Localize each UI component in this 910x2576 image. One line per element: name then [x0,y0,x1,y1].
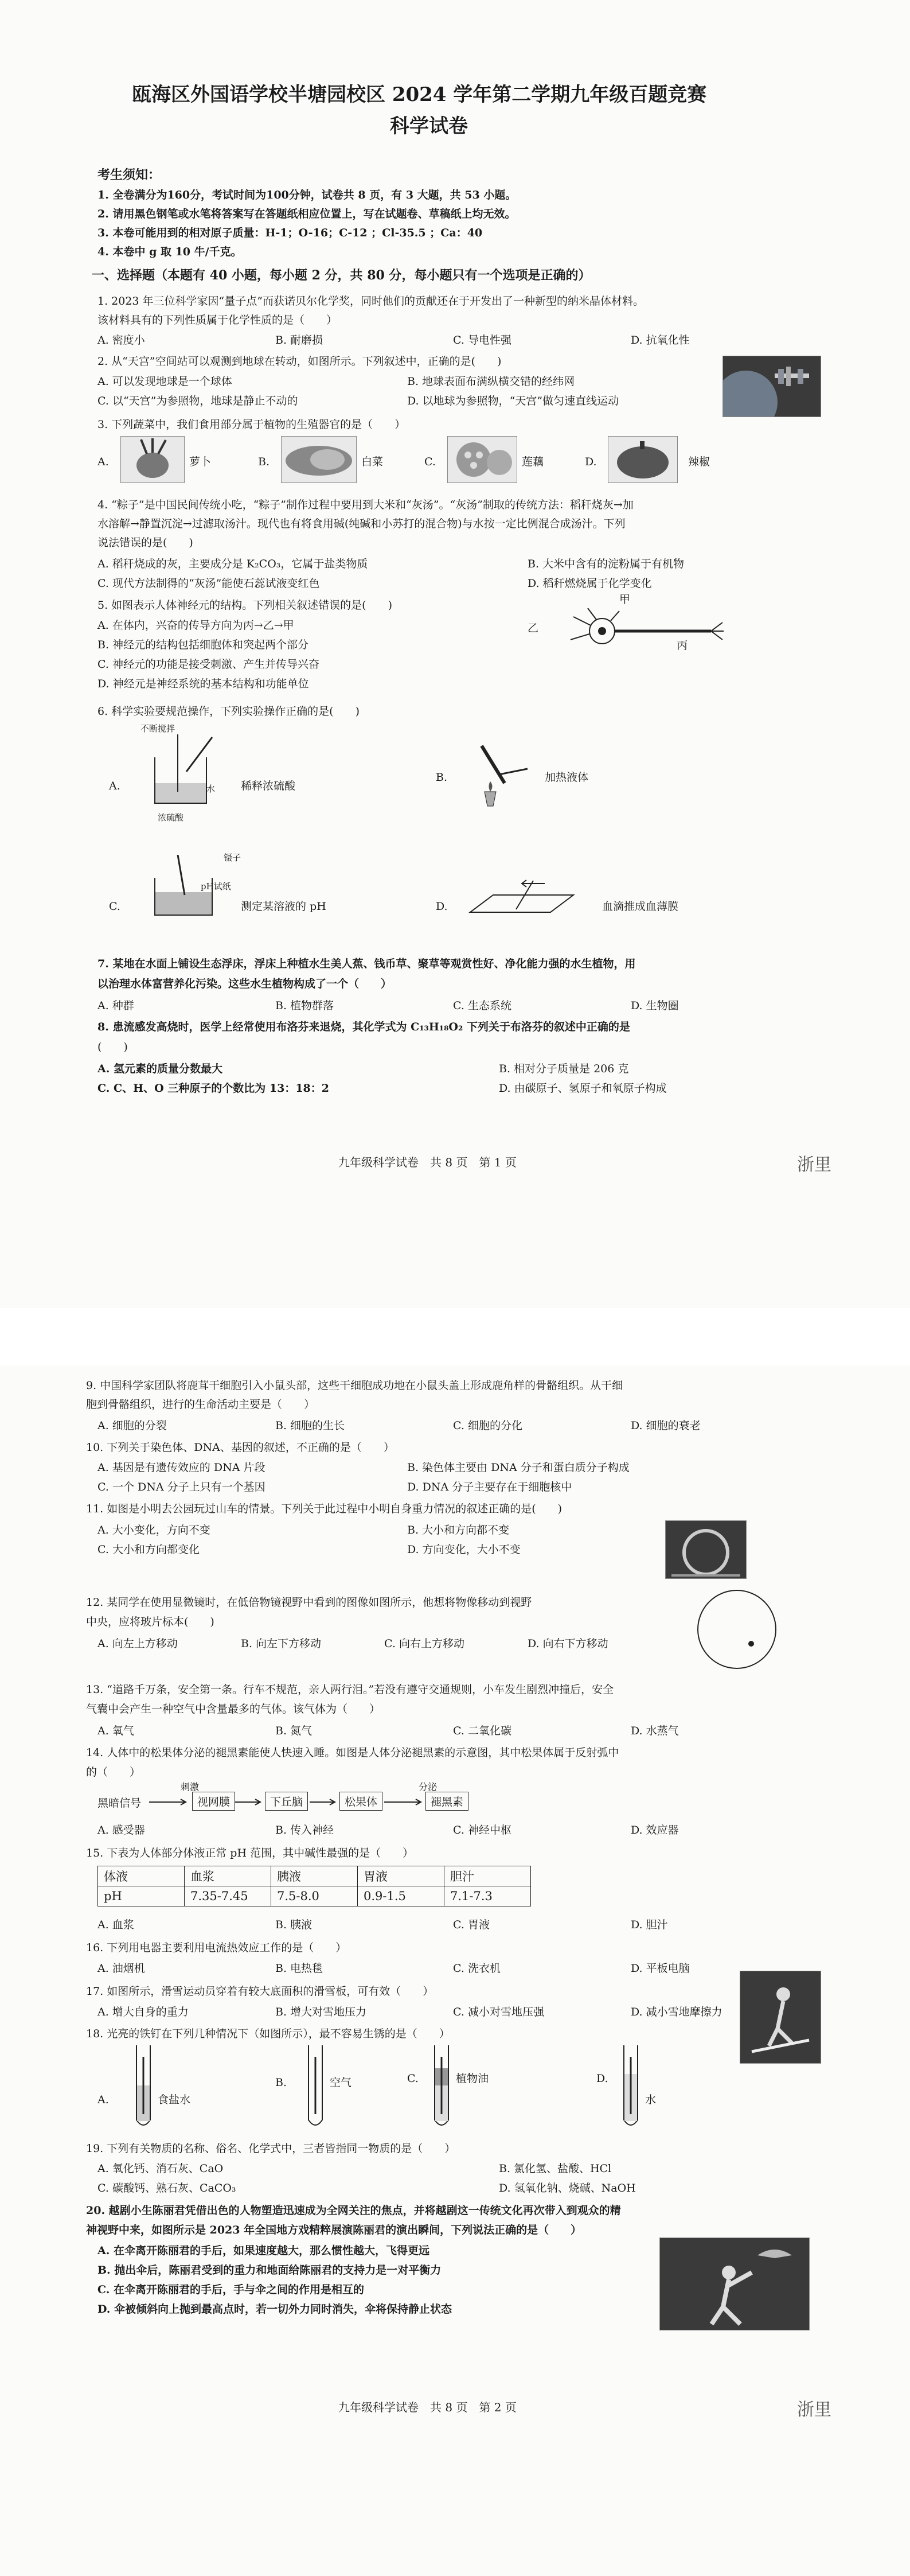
flow-box-melatonin: 褪黑素 [425,1792,468,1811]
q6-option-a: A. [109,780,120,792]
notice-item: 1. 全卷满分为160分，考试时间为100分钟，试卷共 8 页，有 3 大题，共 53 小题。 [97,189,517,201]
q6-option-d: D. [436,900,448,913]
q6-option-c: C. [109,900,120,913]
q1-stem: 1. 2023 年三位科学家因“量子点”而获诺贝尔化学奖，同时他们的贡献还在于开发出了一种新型的纳米晶体材料。 [97,295,644,308]
notice-item: 3. 本卷可能用到的相对原子质量：H-1；O-16；C-12 ；Cl-35.5 ；Ca：40 [97,227,483,239]
q4-option-c: C. 现代方法制得的“灰汤”能使石蕊试液变红色 [97,577,320,590]
q7-stem: 以治理水体富营养化污染。这些水生植物构成了一个（ ） [97,978,392,990]
q10-option-c: C. 一个 DNA 分子上只有一个基因 [97,1481,265,1493]
q12-option-c: C. 向右上方移动 [384,1637,464,1650]
q6-label-c: 测定某溶液的 pH [241,900,326,913]
ph-table-cell: 胰液 [271,1866,358,1886]
q15-option-c: C. 胃液 [453,1919,490,1931]
flow-box-retina: 视网膜 [192,1792,235,1811]
q20-stem: 神视野中来，如图所示是 2023 年全国地方戏精粹展演陈丽君的演出瞬间，下列说法正确的是（ ） [86,2224,582,2236]
lotus-root-image [447,436,517,483]
ph-table [97,1866,531,1906]
exam-title: 瓯海区外国语学校半塘园校区 2024 学年第二学期九年级百题竞赛 [132,83,707,106]
cabbage-illustration [282,437,356,482]
q17-option-a: A. 增大自身的重力 [97,2006,189,2018]
q5-option-d: D. 神经元是神经系统的基本结构和功能单位 [97,678,309,690]
page-1-footer: 九年级科学试卷 共 8 页 第 1 页 [338,1155,517,1169]
flow-arrow [149,1798,189,1806]
q3-stem: 3. 下列蔬菜中，我们食用部分属于植物的生殖器官的是（ ） [97,418,406,431]
q4-stem: 4. “粽子”是中国民间传统小吃，“粽子”制作过程中要用到大米和“灰汤”。“灰汤”制取的传统方法：稻秆烧灰→加 [97,499,634,511]
exam-subtitle: 科学试卷 [390,115,468,138]
q6-stem: 6. 科学实验要规范操作，下列实验操作正确的是( ) [97,705,360,718]
notice-item: 2. 请用黑色钢笔或水笔将答案写在答题纸相应位置上，写在试题卷、草稿纸上均无效。 [97,208,516,220]
q16-option-b: B. 电热毯 [275,1962,323,1975]
flow-box-pineal: 松果体 [339,1792,382,1811]
q13-stem: 气囊中会产生一种空气中含量最多的气体。该气体为（ ） [86,1703,381,1715]
q7-stem: 7. 某地在水面上铺设生态浮床，浮床上种植水生美人蕉、钱币草、聚草等观赏性好、净化能力强的水生植物，用 [97,958,636,970]
ph-table-cell: 体液 [98,1866,185,1886]
ph-table-cell: 胆汁 [444,1866,531,1886]
q14-option-b: B. 传入神经 [275,1824,334,1836]
q12-stem: 中央，应将玻片标本( ) [86,1616,214,1628]
ph-table-cell: 0.9-1.5 [358,1886,444,1906]
q18-option-d: D. [596,2072,608,2085]
q4-option-b: B. 大米中含有的淀粉属于有机物 [528,558,685,570]
q11-option-a: A. 大小变化，方向不变 [97,1524,210,1536]
q8-paren: ( ) [97,1041,128,1053]
q2-stem: 2. 从“天宫”空间站可以观测到地球在转动，如图所示。下列叙述中，正确的是( ) [97,355,502,368]
watermark: 浙里 [797,2400,831,2420]
q3-label-d: 辣椒 [688,456,710,468]
page-2-content [86,1365,824,2576]
neuron-label-yi: 乙 [528,622,539,635]
q3-option-d: D. [585,456,597,468]
q2-option-c: C. 以“天宫”为参照物，地球是静止不动的 [97,395,298,407]
q9-stem: 胞到骨骼组织，进行的生命活动主要是（ ） [86,1398,315,1411]
q11-stem: 11. 如图是小明去公园玩过山车的情景。下列关于此过程中小明自身重力情况的叙述正确的是( ) [86,1503,563,1515]
test-tube-oil [430,2045,453,2131]
radish-image [120,436,185,483]
notice-heading: 考生须知： [97,168,161,182]
q9-option-a: A. 细胞的分裂 [97,1419,167,1432]
q19-option-c: C. 碳酸钙、熟石灰、CaCO₃ [97,2182,236,2194]
q1-stem: 该材料具有的下列性质属于化学性质的是（ ） [97,314,338,326]
flow-start: 黑暗信号 [97,1797,142,1810]
ph-table-cell: 7.5-8.0 [271,1886,358,1906]
q6-option-b: B. [436,771,448,784]
q3-label-b: 白菜 [361,456,384,468]
q18-label-c: 植物油 [456,2072,489,2085]
flow-label-secrete: 分泌 [419,1781,438,1792]
q10-option-b: B. 染色体主要由 DNA 分子和蛋白质分子构成 [407,1461,630,1474]
q19-stem: 19. 下列有关物质的名称、俗名、化学式中，三者皆指同一物质的是（ ） [86,2142,456,2155]
q6-tag-stir: 不断搅拌 [140,723,175,734]
roller-coaster-image [665,1520,747,1579]
q13-option-b: B. 氮气 [275,1725,313,1737]
q13-option-a: A. 氧气 [97,1725,134,1737]
ph-table-cell: 胃液 [358,1866,444,1886]
ph-table-header [98,1866,531,1886]
q19-option-b: B. 氯化氢、盐酸、HCl [499,2162,612,2175]
q15-option-a: A. 血浆 [97,1919,134,1931]
heating-liquid-diagram [464,734,533,809]
q5-option-a: A. 在体内，兴奋的传导方向为丙→乙→甲 [97,619,294,632]
q14-option-a: A. 感受器 [97,1824,145,1836]
page-2-footer: 九年级科学试卷 共 8 页 第 2 页 [338,2400,517,2414]
q3-label-c: 莲藕 [522,456,544,468]
q4-option-a: A. 稻秆烧成的灰，主要成分是 K₂CO₃，它属于盐类物质 [97,558,368,570]
q3-option-c: C. [424,456,436,468]
pepper-image [608,436,678,483]
q2-option-a: A. 可以发现地球是一个球体 [97,375,232,388]
q6-label-b: 加热液体 [545,771,589,784]
q5-option-c: C. 神经元的功能是接受刺激、产生并传导兴奋 [97,658,319,671]
test-tube-water [619,2045,642,2131]
q7-option-b: B. 植物群落 [275,999,334,1012]
q7-option-c: C. 生态系统 [453,999,511,1012]
exam-page-2 [0,1365,910,2576]
q18-stem: 18. 光亮的铁钉在下列几种情况下（如图所示），最不容易生锈的是（ ） [86,2028,450,2040]
q10-option-a: A. 基因是有遗传效应的 DNA 片段 [97,1461,265,1474]
q20-option-d: D. 伞被倾斜向上抛到最高点时，若一切外力同时消失，伞将保持静止状态 [97,2303,452,2316]
blood-smear-diagram [464,872,579,924]
q1-option-d: D. 抗氧化性 [631,334,690,347]
q6-label-d: 血滴推成血薄膜 [602,900,679,913]
q14-option-c: C. 神经中枢 [453,1824,511,1836]
q16-option-d: D. 平板电脑 [631,1962,690,1975]
q6-tag-tweezers: 镊子 [224,853,241,863]
q18-option-a: A. [97,2094,109,2106]
neuron-diagram [539,608,734,660]
skier-illustration [740,1971,821,2063]
lotus-root-illustration [448,437,517,482]
q17-stem: 17. 如图所示，滑雪运动员穿着有较大底面积的滑雪板，可有效（ ） [86,1985,434,1998]
q16-option-a: A. 油烟机 [97,1962,145,1975]
q12-option-d: D. 向右下方移动 [528,1637,608,1650]
q2-option-d: D. 以地球为参照物，“天宫”做匀速直线运动 [407,395,619,407]
watermark: 浙里 [797,1155,831,1175]
q18-label-a: 食盐水 [158,2094,191,2106]
ph-table-row [98,1886,531,1906]
q13-option-d: D. 水蒸气 [631,1725,679,1737]
flow-label-stimulate: 刺激 [181,1781,200,1792]
q3-option-b: B. [258,456,270,468]
q18-option-c: C. [407,2072,419,2085]
q16-stem: 16. 下列用电器主要利用电流热效应工作的是（ ） [86,1941,347,1954]
opera-performance-illustration [660,2238,809,2330]
flow-box-hypothalamus: 下丘脑 [265,1792,308,1811]
pepper-illustration [608,437,677,482]
q5-option-b: B. 神经元的结构包括细胞体和突起两个部分 [97,639,309,651]
q11-option-d: D. 方向变化，大小不变 [407,1543,521,1556]
q3-label-a: 萝卜 [189,456,212,468]
q15-stem: 15. 下表为人体部分体液正常 pH 范围，其中碱性最强的是（ ） [86,1847,414,1859]
q3-option-a: A. [97,456,109,468]
q6-tag-water: 水 [206,784,216,794]
test-tube-salt-water [132,2045,155,2131]
opera-performance-image [659,2238,810,2330]
q20-stem: 20. 越剧小生陈丽君凭借出色的人物塑造迅速成为全网关注的焦点，并将越剧这一传统文化再次带入到观众的精 [86,2204,621,2217]
q18-label-d: 水 [645,2094,657,2106]
q8-option-a: A. 氢元素的质量分数最大 [97,1063,222,1075]
neuron-label-jia: 甲 [619,593,631,606]
q10-stem: 10. 下列关于染色体、DNA、基因的叙述，不正确的是（ ） [86,1441,395,1454]
q14-option-d: D. 效应器 [631,1824,679,1836]
q12-stem: 12. 某同学在使用显微镜时，在低倍物镜视野中看到的图像如图所示，他想将物像移动到视野 [86,1596,532,1609]
ph-table-cell: 血浆 [185,1866,271,1886]
space-station-illustration [723,356,821,417]
flow-arrow [235,1798,264,1806]
q8-stem: 8. 患流感发高烧时，医学上经常使用布洛芬来退烧，其化学式为 C₁₃H₁₈O₂ 下列关于布洛芬的叙述中正确的是 [97,1021,630,1033]
neuron-label-bing: 丙 [677,639,688,652]
ph-table-cell: pH [98,1886,185,1906]
q11-option-c: C. 大小和方向都变化 [97,1543,200,1556]
q8-option-d: D. 由碳原子、氢原子和氧原子构成 [499,1082,667,1095]
q1-option-a: A. 密度小 [97,334,145,347]
q15-option-b: B. 胰液 [275,1919,313,1931]
q9-option-c: C. 细胞的分化 [453,1419,522,1432]
q17-option-d: D. 减小雪地摩擦力 [631,2006,722,2018]
flow-arrow [384,1798,424,1806]
ph-table-cell: 7.1-7.3 [444,1886,531,1906]
test-tube-air [304,2045,327,2131]
roller-coaster-illustration [666,1521,746,1578]
flow-arrow [310,1798,338,1806]
q13-stem: 13. “道路千万条，安全第一条。行车不规范，亲人两行泪。”若没有遵守交通规则，小车发生剧烈冲撞后，安全 [86,1683,614,1696]
q12-option-a: A. 向左上方移动 [97,1637,178,1650]
q9-option-d: D. 细胞的衰老 [631,1419,701,1432]
notice-item: 4. 本卷中 g 取 10 牛/千克。 [97,246,242,258]
q4-stem: 说法错误的是( ) [97,536,193,549]
dilute-acid-diagram [143,729,235,809]
skier-image [740,1971,821,2064]
q13-option-c: C. 二氧化碳 [453,1725,511,1737]
q15-option-d: D. 胆汁 [631,1919,668,1931]
microscope-view-diagram [694,1586,780,1672]
page-1-content [86,0,824,1308]
q8-option-c: C. C、H、O 三种原子的个数比为 13：18：2 [97,1082,329,1095]
q18-label-b: 空气 [330,2076,352,2089]
q2-option-b: B. 地球表面布满纵横交错的经纬网 [407,375,575,388]
q9-option-b: B. 细胞的生长 [275,1419,345,1432]
q10-option-d: D. DNA 分子主要存在于细胞核中 [407,1481,572,1493]
ph-table-cell: 7.35-7.45 [185,1886,271,1906]
q4-option-d: D. 稻秆燃烧属于化学变化 [528,577,652,590]
q20-option-b: B. 抛出伞后，陈丽君受到的重力和地面给陈丽君的支持力是一对平衡力 [97,2264,442,2277]
q14-stem: 14. 人体中的松果体分泌的褪黑素能使人快速入睡。如图是人体分泌褪黑素的示意图，其中松果体属于反射弧中 [86,1746,619,1759]
q19-option-a: A. 氧化钙、消石灰、CaO [97,2162,224,2175]
q6-tag-ph-paper: pH试纸 [201,881,231,892]
q6-label-a: 稀释浓硫酸 [241,780,296,792]
q5-stem: 5. 如图表示人体神经元的结构。下列相关叙述错误的是( ) [97,599,392,612]
space-station-earth-image [722,356,821,417]
q7-option-a: A. 种群 [97,999,134,1012]
q11-option-b: B. 大小和方向都不变 [407,1524,510,1536]
q9-stem: 9. 中国科学家团队将鹿茸干细胞引入小鼠头部，这些干细胞成功地在小鼠头盖上形成鹿角样的骨骼组织。从干细 [86,1379,623,1392]
q14-stem: 的（ ） [86,1766,141,1779]
q7-option-d: D. 生物圈 [631,999,679,1012]
radish-illustration [121,437,184,482]
q1-option-b: B. 耐磨损 [275,334,323,347]
q17-option-b: B. 增大对雪地压力 [275,2006,367,2018]
q12-option-b: B. 向左下方移动 [241,1637,322,1650]
q16-option-c: C. 洗衣机 [453,1962,501,1975]
q6-tag-acid: 浓硫酸 [158,812,184,823]
q17-option-c: C. 减小对雪地压强 [453,2006,544,2018]
section-heading: 一、选择题（本题有 40 小题，每小题 2 分，共 80 分，每小题只有一个选项是正确的） [92,268,591,283]
q1-option-c: C. 导电性强 [453,334,511,347]
q18-option-b: B. [275,2076,287,2089]
q20-option-a: A. 在伞离开陈丽君的手后，如果速度越大，那么惯性越大，飞得更远 [97,2244,429,2257]
cabbage-image [281,436,357,483]
q8-option-b: B. 相对分子质量是 206 克 [499,1063,629,1075]
q20-option-c: C. 在伞离开陈丽君的手后，手与伞之间的作用是相互的 [97,2283,365,2296]
q19-option-d: D. 氢氧化钠、烧碱、NaOH [499,2182,636,2194]
q4-stem: 水溶解→静置沉淀→过滤取汤汁。现代也有将食用碱(纯碱和小苏打的混合物)与水按一定比例混合成汤汁。下列 [97,517,626,530]
